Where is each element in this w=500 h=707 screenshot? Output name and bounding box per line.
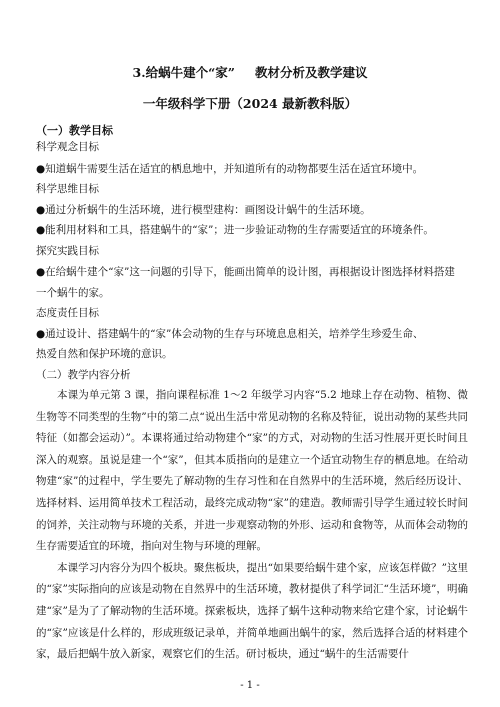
practice-goal-item-line2: 一个蜗牛的家。 <box>36 287 110 299</box>
content-analysis-body <box>36 385 468 666</box>
concept-goal-item: ●知道蜗牛需要生活在适宜的栖息地中，并知道所有的动物都要生活在适宜环境中。 <box>36 163 424 175</box>
thinking-goal-label: 科学思维目标 <box>36 183 99 195</box>
thinking-goal-item-2: ●能利用材料和工具，搭建蜗牛的“家”；进一步验证动物的生存需要适宜的环境条件。 <box>36 224 434 236</box>
attitude-goal-item-line2: 热爱自然和保护环境的意识。 <box>36 348 173 360</box>
title-suffix: 教材分析及教学建议 <box>254 65 368 80</box>
section-heading-content: （二）教学内容分析 <box>36 369 131 381</box>
section-heading-goals: （一）教学目标 <box>36 124 113 137</box>
paragraph-1: 本课为单元第 3 课，指向课程标准 1～2 年级学习内容“5.2 地球上存在动物、植物、微生物等不同类型的生物”中的第二点“说出生活中常见动物的名称及特征，说出动物的某些共同特征（如都会运动）”。本课将通过给动物建个“家”的方式，对动物的生活习性展开更长时间且深入的观察。虽说是建一个“家”，但其本质指向的是建立一个适宜动物生存的栖息地。在给动物建“家”的过程中，学生要先了解动物的生存习性和在自然界中的生活环境，然后经历设计、选择材料、运用简单技术工程活动，最终完成动物“家”的建造。教师需引导学生通过较长时间的饲养，关注动物与环境的关系，并进一步观察动物的外形、运动和食物等，从而体会动物的生存需要适宜的环境，指向对生物与环境的理解。 <box>36 389 468 553</box>
attitude-goal-label: 态度责任目标 <box>36 307 99 319</box>
attitude-goal-item-line1: ●通过设计、搭建蜗牛的“家”体会动物的生存与环境息息相关，培养学生珍爱生命、 <box>36 328 424 340</box>
practice-goal-item-line1: ●在给蜗牛建个“家”这一问题的引导下，能画出简单的设计图，再根据设计图选择材料搭建 <box>36 266 455 278</box>
page-number: - 1 - <box>240 680 260 691</box>
document-title <box>0 63 500 81</box>
concept-goal-label: 科学观念目标 <box>36 141 99 153</box>
paragraph-2: 本课学习内容分为四个板块。聚焦板块，提出“如果要给蜗牛建个家，应该怎样做？”这里的“家”实际指向的应该是动物在自然界中的生活环境，教材提供了科学词汇“生活环境”，明确建“家”是为了了解动物的生活环境。探索板块，选择了蜗牛这种动物来给它建个家，讨论蜗牛的“家”应该是什么样的，形成班级记录单，并简单地画出蜗牛的家，然后选择合适的材料建个家，最后把蜗牛放入新家，观察它们的生活。研讨板块，通过“蜗牛的生活需要什 <box>36 561 468 661</box>
document-subtitle: 一年级科学下册（2024 最新教科版） <box>142 96 358 111</box>
title-lesson: 3.给蜗牛建个“家” <box>132 65 235 80</box>
practice-goal-label: 探究实践目标 <box>36 245 99 257</box>
thinking-goal-item-1: ●通过分析蜗牛的生活环境，进行模型建构：画图设计蜗牛的生活环境。 <box>36 204 371 216</box>
